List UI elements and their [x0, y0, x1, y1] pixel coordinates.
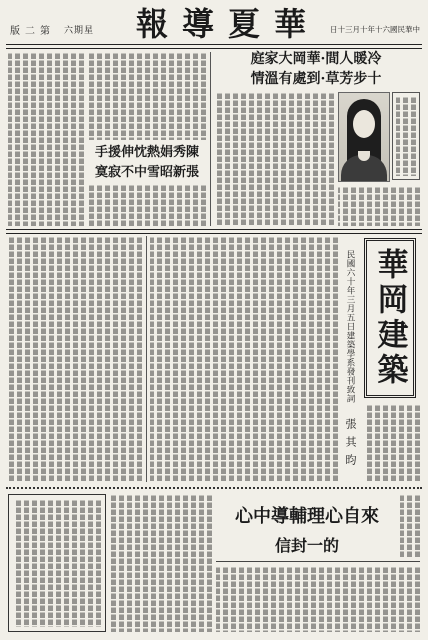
architecture-title: 華岡建築	[371, 248, 408, 388]
body-text-block	[364, 404, 420, 482]
header-rule	[6, 44, 422, 49]
letter-title-2: 的一封信	[274, 536, 339, 555]
caption-text-block	[396, 96, 416, 176]
body-text-block	[400, 494, 420, 558]
architecture-title-box	[364, 238, 416, 398]
photo-face	[353, 110, 375, 138]
masthead: 華夏導報	[135, 5, 320, 43]
body-text-block	[338, 186, 420, 226]
body-text-block	[88, 52, 206, 140]
section-rule	[6, 229, 422, 234]
headline-top-left-1: 陳秀娟熱忱伸援手	[94, 145, 199, 160]
body-text-block	[110, 494, 212, 632]
body-text-block	[216, 566, 420, 632]
body-text-block	[8, 236, 142, 482]
body-text-block	[214, 92, 334, 226]
letter-side-box	[8, 494, 106, 632]
title-underline	[216, 561, 420, 562]
photo-caption-box	[392, 92, 420, 180]
architecture-author: 張其昀	[344, 418, 357, 472]
headline-top-right-1: 冷暖人間·華岡大家庭	[250, 51, 382, 67]
column-divider	[146, 236, 147, 482]
issue-date: 中華民國六十年十月三十日	[330, 25, 420, 34]
headline-top-left-2: 張新昭雪中不寂寞	[94, 165, 199, 180]
body-text-block	[150, 236, 338, 482]
section-rule-dotted	[6, 487, 422, 489]
portrait-photo	[338, 92, 390, 182]
page-number: 第二版	[10, 26, 55, 37]
body-text-block	[8, 52, 84, 226]
weekday: 星期六	[64, 26, 95, 36]
letter-title-1: 來自心理輔導中心	[235, 506, 379, 527]
body-text-block	[13, 499, 101, 627]
headline-top-right-2: 十步芳草·到處有溫情	[250, 71, 382, 87]
column-divider	[210, 52, 211, 226]
body-text-block	[88, 184, 206, 226]
architecture-subtitle: 民國六十年三月五日建築學系發刊致詞	[345, 250, 355, 403]
